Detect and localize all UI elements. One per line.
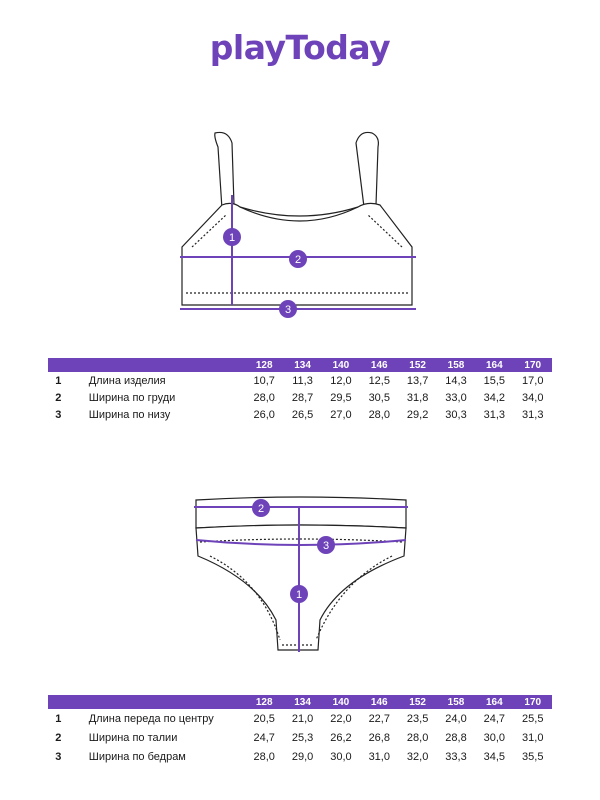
size-header: 128 [245, 358, 283, 372]
cell-value: 20,5 [253, 712, 275, 725]
table-header-spacer [48, 695, 245, 709]
cell-value: 22,0 [330, 712, 352, 725]
size-header: 152 [398, 358, 436, 372]
size-header: 128 [245, 695, 283, 709]
svg-text:1: 1 [295, 589, 303, 601]
cell-value: 28,0 [253, 750, 275, 763]
cell-value: 26,0 [253, 408, 275, 421]
size-header: 140 [322, 358, 360, 372]
cell-value: 29,0 [291, 750, 314, 763]
svg-text:2: 2 [294, 254, 302, 266]
row-label: Длина изделия [88, 374, 166, 387]
cell-value: 33,3 [445, 750, 467, 763]
svg-text:2: 2 [257, 503, 265, 515]
cell-value: 24,0 [445, 712, 467, 725]
cell-value: 14,3 [445, 374, 467, 387]
size-header: 134 [283, 358, 321, 372]
cell-value: 31,0 [368, 750, 390, 763]
row-number: 2 [55, 391, 62, 404]
row-number: 1 [55, 374, 62, 387]
cell-value: 28,7 [291, 391, 314, 404]
size-header: 170 [514, 358, 552, 372]
cell-value: 26,2 [330, 731, 352, 744]
cell-value: 34,0 [522, 391, 544, 404]
briefs-marker-1 [290, 585, 308, 603]
cell-value: 28,0 [253, 391, 275, 404]
table-row [48, 728, 552, 747]
svg-text:3: 3 [322, 540, 330, 552]
cell-value: 15,5 [483, 374, 506, 387]
size-header: 134 [283, 695, 321, 709]
cell-value: 25,3 [291, 731, 314, 744]
table-row [48, 372, 552, 389]
top-garment-sketch [0, 125, 600, 320]
table-row [48, 709, 552, 728]
cell-value: 26,8 [368, 731, 390, 744]
table-row [48, 747, 552, 766]
row-number: 3 [55, 408, 62, 421]
brand-logo: playToday [209, 28, 391, 67]
cell-value: 28,8 [445, 731, 467, 744]
top-marker-3 [279, 300, 297, 318]
cell-value: 28,0 [406, 731, 429, 744]
row-label: Ширина по низу [88, 408, 171, 421]
cell-value: 34,2 [483, 391, 506, 404]
cell-value: 29,2 [406, 408, 429, 421]
cell-value: 28,0 [368, 408, 390, 421]
table-row [48, 389, 552, 406]
cell-value: 17,0 [522, 374, 544, 387]
size-header: 158 [437, 695, 475, 709]
cell-value: 13,7 [406, 374, 429, 387]
cell-value: 31,0 [522, 731, 544, 744]
cell-value: 31,3 [483, 408, 506, 421]
cell-value: 30,3 [445, 408, 467, 421]
top-size-table [48, 358, 552, 423]
top-marker-2 [289, 250, 307, 268]
size-header: 152 [398, 695, 436, 709]
table-header-spacer [48, 358, 245, 372]
row-label: Ширина по груди [88, 391, 176, 404]
cell-value: 11,3 [292, 374, 313, 387]
size-header: 146 [360, 695, 398, 709]
cell-value: 24,7 [253, 731, 275, 744]
row-number: 3 [55, 750, 62, 763]
top-marker-1 [223, 228, 241, 246]
size-header: 158 [437, 358, 475, 372]
table-row [48, 406, 552, 423]
briefs-garment-sketch [0, 490, 600, 665]
cell-value: 35,5 [522, 750, 544, 763]
row-number: 1 [55, 712, 62, 725]
size-header: 140 [322, 695, 360, 709]
cell-value: 33,0 [445, 391, 467, 404]
svg-text:3: 3 [284, 304, 292, 316]
row-label: Длина переда по центру [88, 712, 214, 725]
cell-value: 10,7 [253, 374, 275, 387]
size-header: 164 [475, 695, 513, 709]
briefs-marker-2 [252, 499, 270, 517]
cell-value: 12,0 [330, 374, 352, 387]
cell-value: 24,7 [483, 712, 506, 725]
cell-value: 26,5 [291, 408, 314, 421]
cell-value: 25,5 [522, 712, 544, 725]
size-header: 164 [475, 358, 513, 372]
row-label: Ширина по талии [88, 731, 178, 744]
briefs-size-table [48, 695, 552, 766]
cell-value: 22,7 [368, 712, 390, 725]
cell-value: 21,0 [291, 712, 314, 725]
row-number: 2 [55, 731, 62, 744]
cell-value: 23,5 [406, 712, 429, 725]
cell-value: 27,0 [330, 408, 352, 421]
briefs-marker-3 [317, 536, 335, 554]
row-label: Ширина по бедрам [88, 750, 186, 763]
cell-value: 30,0 [330, 750, 352, 763]
cell-value: 29,5 [330, 391, 352, 404]
cell-value: 12,5 [368, 374, 390, 387]
cell-value: 32,0 [406, 750, 429, 763]
cell-value: 31,3 [522, 408, 544, 421]
cell-value: 30,5 [368, 391, 390, 404]
svg-text:1: 1 [228, 232, 236, 244]
cell-value: 31,8 [406, 391, 429, 404]
cell-value: 34,5 [483, 750, 506, 763]
size-header: 146 [360, 358, 398, 372]
size-header: 170 [514, 695, 552, 709]
cell-value: 30,0 [483, 731, 506, 744]
